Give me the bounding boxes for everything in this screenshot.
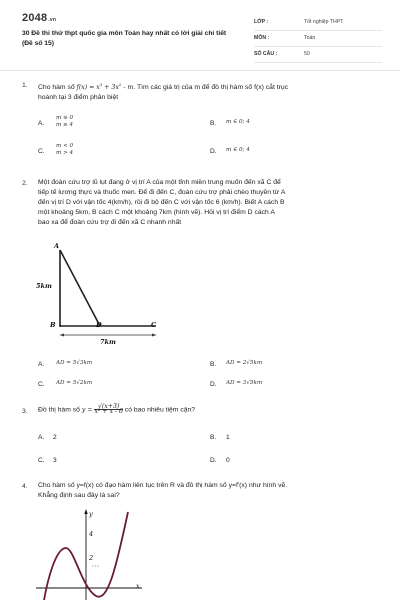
meta-row-count	[254, 47, 382, 63]
meta-row-class	[254, 15, 382, 31]
q1-option-a-value[interactable]: m ≤ 0 m ≥ 4	[56, 115, 74, 128]
meta-value: 50	[304, 51, 310, 57]
meta-label: SỐ CÂU :	[254, 51, 278, 57]
question-3-number: 3.	[22, 408, 28, 415]
point-a-label: A	[54, 242, 60, 250]
question-2-text: Một đoàn cứu trợ lũ lụt đang ở vị trí A của một tỉnh miền trung muốn đến xã C để tiếp tế lương thực và thuốc men. Để đi đến C, đoàn cứu trợ phải chèo thuyền từ A đến vị trí D với vận tốc 4(km/h), rồi đi bộ đến C với vận tốc 6 (km/h). Biết A cách B một khoảng 5km, B cách C một khoảng 7km (hình vẽ). Hỏi vị trí điểm D cách A bao xa để đoàn cứu trợ đi đến xã C nhanh nhất	[38, 179, 286, 226]
document-header	[22, 12, 382, 60]
q1-option-c-value[interactable]: m < 0 m > 4	[56, 143, 74, 156]
point-b-label: B	[50, 321, 56, 329]
question-1-text: Cho hàm số $f(x) = x^3 + 3x^2 - m$. Tìm các giá trị của m để đồ thị hàm số f(x) cắt trục hoành tại 3 điểm phân biệt	[38, 82, 289, 102]
graph-y-axis-label: y	[89, 510, 93, 518]
question-1-number: 1.	[22, 82, 28, 89]
question-4-text: Cho hàm số y=f(x) có đạo hàm liên tục trên R và đồ thị hàm số y=f'(x) như hình vẽ. Khẳng định sau đây là sai?	[38, 482, 288, 499]
meta-label: LỚP :	[254, 19, 269, 25]
question-2-number: 2.	[22, 180, 28, 187]
q3-option-c-value[interactable]: 3	[53, 457, 57, 464]
q3-option-c-letter[interactable]: C.	[38, 457, 45, 464]
graph-x-axis-label: x	[136, 582, 140, 590]
q1-option-d-letter[interactable]: D.	[210, 148, 217, 155]
graph-tick-4: 4	[89, 530, 94, 538]
q2-option-c-letter[interactable]: C.	[38, 381, 45, 388]
q3-option-d-letter[interactable]: D.	[210, 457, 217, 464]
q2-option-d-letter[interactable]: D.	[210, 381, 217, 388]
document-meta	[254, 15, 382, 63]
point-c-label: C	[151, 321, 157, 329]
q3-option-b-letter[interactable]: B.	[210, 434, 217, 441]
q3-fraction: $\frac{√(x+3)}{\text{x² + x - 6}}$	[94, 403, 123, 415]
question-4-number: 4.	[22, 483, 28, 490]
graph-tick-2: 2	[89, 554, 94, 562]
q3-option-a-value[interactable]: 2	[53, 434, 57, 441]
q3-option-a-letter[interactable]: A.	[38, 434, 45, 441]
question-4-graph	[36, 508, 156, 600]
meta-value: Tốt nghiệp THPT	[304, 19, 344, 25]
meta-label: MÔN :	[254, 35, 270, 41]
q2-option-b-letter[interactable]: B.	[210, 361, 217, 368]
question-2-figure	[34, 242, 174, 352]
q3-option-d-value[interactable]: 0	[226, 457, 230, 464]
header-divider	[0, 70, 400, 71]
q1-option-b-letter[interactable]: B.	[210, 120, 217, 127]
site-logo[interactable]: 2048.vn	[22, 12, 57, 24]
side-bc-label: 7km	[100, 338, 116, 346]
point-d-label: D	[96, 321, 102, 329]
q2-option-a-value[interactable]: AD = 5√3km	[56, 360, 93, 366]
meta-row-subject	[254, 31, 382, 47]
q1-option-d-value[interactable]: m ∈ 0; 4	[226, 147, 250, 153]
document-title: 30 Đề thi thử thpt quốc gia môn Toán hay nhất có lời giải chi tiết (Đề số 15)	[22, 30, 227, 47]
question-3-text: Đồ thị hàm số y = $\frac{√(x+3)}{\text{x² + x - 6}}$ có bao nhiêu tiệm cận?	[38, 403, 196, 415]
q2-option-b-value[interactable]: AD = 2√5km	[226, 360, 263, 366]
side-ab-label: 5km	[36, 282, 52, 290]
q2-option-d-value[interactable]: AD = 3√5km	[226, 380, 263, 386]
q3-option-b-value[interactable]: 1	[226, 434, 230, 441]
q1-option-b-value[interactable]: m ∈ 0; 4	[226, 119, 250, 125]
q2-option-a-letter[interactable]: A.	[38, 361, 45, 368]
q1-option-c-letter[interactable]: C.	[38, 148, 45, 155]
q2-option-c-value[interactable]: AD = 5√2km	[56, 380, 93, 386]
q1-option-a-letter[interactable]: A.	[38, 120, 45, 127]
triangle-diagram	[34, 242, 174, 352]
meta-value: Toán	[304, 35, 316, 41]
